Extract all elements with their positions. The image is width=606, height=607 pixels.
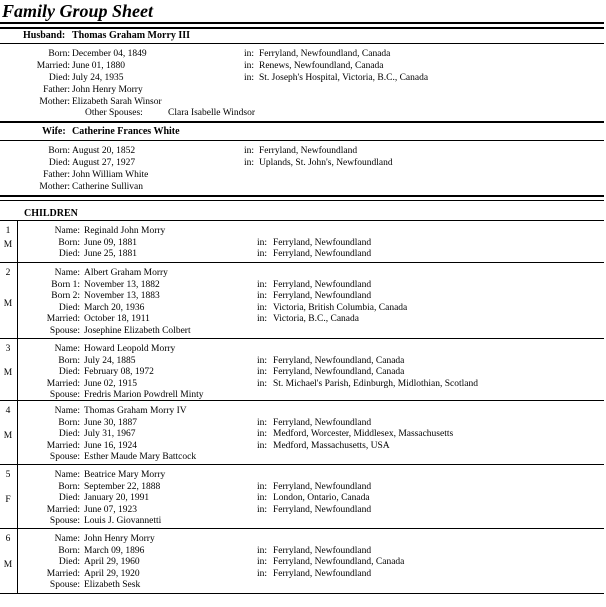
wife-top-rule (0, 121, 604, 123)
child-fact-value: June 02, 1915 (84, 378, 138, 389)
child-fact-value: March 20, 1936 (84, 302, 145, 313)
in-label: in: (257, 291, 268, 301)
child-fact-label: Died: (58, 429, 80, 439)
child-fact-place: London, Ontario, Canada (273, 493, 370, 503)
child-divider-rule (0, 400, 604, 401)
child-sex: M (3, 431, 13, 441)
child-fact-place: Victoria, B.C., Canada (273, 314, 359, 324)
title-rule (0, 22, 604, 24)
child-number: 5 (5, 470, 11, 480)
child-fact-label: Born: (58, 355, 80, 366)
fact-value: August 20, 1852 (72, 146, 136, 156)
fact-value: Catherine Sullivan (72, 182, 143, 192)
child-fact-label: Died: (58, 557, 80, 567)
child-divider-rule (0, 262, 604, 263)
child-fact-label: Name: (54, 226, 80, 236)
child-number: 6 (5, 534, 11, 544)
fact-label: Born: (48, 49, 70, 59)
child-sex: M (3, 240, 13, 250)
child-fact-label: Name: (54, 406, 80, 416)
child-fact-value: November 13, 1883 (84, 291, 160, 301)
child-fact-label: Name: (54, 268, 80, 278)
in-label: in: (257, 302, 268, 313)
child-fact-label: Died: (58, 249, 80, 259)
child-fact-place: Ferryland, Newfoundland (273, 279, 372, 290)
fact-label: Mother: (39, 182, 70, 192)
child-fact-value: Reginald John Morry (84, 226, 166, 236)
child-fact-value: Louis J. Giovannetti (84, 516, 162, 526)
fact-label: Died: (48, 158, 70, 168)
fact-place: Ferryland, Newfoundland (259, 146, 358, 156)
in-label: in: (257, 557, 268, 567)
child-fact-place: St. Michael's Parish, Edinburgh, Midlothian, Scotland (273, 378, 478, 389)
child-fact-value: October 18, 1911 (84, 314, 150, 324)
wife-name: Catherine Frances White (72, 126, 180, 137)
child-fact-place: Ferryland, Newfoundland, Canada (273, 557, 405, 567)
child-fact-label: Name: (54, 344, 80, 354)
fact-value: August 27, 1927 (72, 158, 136, 168)
child-fact-label: Spouse: (49, 390, 80, 400)
child-divider-rule (0, 528, 604, 529)
child-fact-value: February 08, 1972 (84, 367, 154, 377)
in-label: in: (257, 378, 268, 389)
child-fact-place: Ferryland, Newfoundland (273, 237, 372, 248)
child-fact-value: June 16, 1924 (84, 440, 138, 451)
in-label: in: (257, 367, 268, 377)
child-fact-value: Esther Maude Mary Battcock (84, 452, 197, 462)
other-spouses-label: Other Spouses: (85, 108, 143, 118)
child-fact-label: Name: (54, 470, 80, 480)
child-fact-value: Albert Graham Morry (84, 268, 168, 278)
fact-label: Father: (43, 85, 70, 95)
fact-place: Ferryland, Newfoundland, Canada (259, 49, 391, 59)
child-fact-value: June 30, 1887 (84, 417, 138, 428)
in-label: in: (257, 249, 268, 259)
fact-label: Died: (48, 73, 70, 83)
child-fact-label: Spouse: (49, 325, 80, 336)
child-fact-label: Born 2: (51, 291, 80, 301)
in-label: in: (244, 61, 255, 71)
fact-value: John William White (72, 170, 149, 180)
child-number: 2 (5, 268, 11, 278)
fact-place: Uplands, St. John's, Newfoundland (259, 158, 393, 168)
child-fact-label: Married: (46, 314, 80, 324)
child-fact-value: June 07, 1923 (84, 504, 138, 515)
children-heading: CHILDREN (24, 208, 78, 219)
child-fact-value: April 29, 1960 (84, 557, 140, 567)
fact-place: St. Joseph's Hospital, Victoria, B.C., Canada (259, 73, 429, 83)
child-fact-place: Medford, Worcester, Middlesex, Massachusetts (273, 429, 454, 439)
child-fact-place: Ferryland, Newfoundland (273, 291, 372, 301)
child-fact-label: Died: (58, 302, 80, 313)
husband-header-rule (0, 43, 604, 44)
in-label: in: (257, 545, 268, 556)
children-top-rule (0, 195, 604, 197)
child-divider-rule (0, 338, 604, 339)
other-spouses-value: Clara Isabelle Windsor (168, 108, 256, 118)
fact-label: Mother: (39, 97, 70, 107)
child-fact-label: Married: (46, 568, 80, 579)
children-heading-rule (0, 220, 604, 221)
child-fact-label: Spouse: (49, 516, 80, 526)
page-title: Family Group Sheet (2, 1, 154, 21)
child-fact-label: Married: (46, 378, 80, 389)
child-fact-label: Born: (58, 417, 80, 428)
in-label: in: (257, 440, 268, 451)
in-label: in: (244, 158, 255, 168)
child-fact-label: Name: (54, 534, 80, 544)
in-label: in: (257, 568, 268, 579)
child-fact-place: Ferryland, Newfoundland (273, 481, 372, 492)
child-number: 3 (5, 344, 11, 354)
in-label: in: (257, 493, 268, 503)
child-fact-place: Medford, Massachusetts, USA (273, 440, 390, 451)
child-sex: M (3, 368, 13, 378)
child-fact-place: Ferryland, Newfoundland, Canada (273, 355, 405, 366)
in-label: in: (257, 314, 268, 324)
child-fact-place: Ferryland, Newfoundland (273, 417, 372, 428)
child-divider-rule (0, 464, 604, 465)
child-fact-place: Ferryland, Newfoundland, Canada (273, 367, 405, 377)
child-fact-place: Ferryland, Newfoundland (273, 504, 372, 515)
child-fact-label: Died: (58, 493, 80, 503)
child-fact-value: Elizabeth Sesk (84, 580, 141, 590)
in-label: in: (244, 146, 255, 156)
child-fact-label: Born: (58, 481, 80, 492)
child-fact-value: January 20, 1991 (84, 493, 150, 503)
child-fact-value: September 22, 1888 (84, 481, 161, 492)
in-label: in: (244, 49, 255, 59)
child-fact-value: June 25, 1881 (84, 249, 138, 259)
child-fact-value: John Henry Morry (84, 534, 155, 544)
in-label: in: (257, 429, 268, 439)
child-fact-value: June 09, 1881 (84, 237, 138, 248)
fact-value: Elizabeth Sarah Winsor (72, 97, 162, 107)
child-fact-value: November 13, 1882 (84, 279, 160, 290)
child-fact-label: Born: (58, 237, 80, 248)
in-label: in: (244, 73, 255, 83)
child-fact-place: Ferryland, Newfoundland (273, 249, 372, 259)
child-fact-value: July 24, 1885 (84, 355, 136, 366)
in-label: in: (257, 417, 268, 428)
fact-value: July 24, 1935 (72, 73, 124, 83)
child-fact-label: Married: (46, 440, 80, 451)
child-fact-label: Spouse: (49, 580, 80, 590)
child-fact-label: Spouse: (49, 452, 80, 462)
child-fact-value: April 29, 1920 (84, 568, 140, 579)
child-fact-place: Victoria, British Columbia, Canada (273, 302, 408, 313)
children-second-rule (0, 200, 604, 201)
in-label: in: (257, 355, 268, 366)
wife-header-rule (0, 140, 604, 141)
in-label: in: (257, 481, 268, 492)
husband-top-rule (0, 27, 604, 29)
in-label: in: (257, 279, 268, 290)
in-label: in: (257, 504, 268, 515)
child-sex: M (3, 299, 13, 309)
fact-value: June 01, 1880 (72, 61, 126, 71)
child-fact-value: July 31, 1967 (84, 429, 136, 439)
fact-value: December 04, 1849 (72, 49, 147, 59)
child-fact-label: Born 1: (51, 279, 80, 290)
husband-name: Thomas Graham Morry III (72, 30, 191, 41)
fact-label: Father: (43, 170, 70, 180)
child-sex: M (3, 560, 13, 570)
child-divider-rule (0, 593, 604, 594)
child-fact-value: Josephine Elizabeth Colbert (84, 325, 191, 336)
child-number: 1 (5, 226, 11, 236)
child-fact-label: Married: (46, 504, 80, 515)
child-fact-value: Thomas Graham Morry IV (84, 406, 187, 416)
child-fact-value: March 09, 1896 (84, 545, 145, 556)
child-fact-value: Howard Leopold Morry (84, 344, 176, 354)
child-number: 4 (5, 406, 11, 416)
fact-label: Born: (48, 146, 70, 156)
husband-label: Husband: (23, 30, 66, 41)
fact-value: John Henry Morry (72, 85, 143, 95)
child-fact-place: Ferryland, Newfoundland (273, 568, 372, 579)
fact-place: Renews, Newfoundland, Canada (259, 61, 384, 71)
child-fact-label: Born: (58, 545, 80, 556)
child-sex: F (5, 495, 11, 505)
wife-label: Wife: (42, 126, 66, 137)
fact-label: Married: (36, 61, 70, 71)
in-label: in: (257, 237, 268, 248)
child-fact-place: Ferryland, Newfoundland (273, 545, 372, 556)
child-fact-value: Fredris Marion Powdrell Minty (84, 390, 204, 400)
child-fact-value: Beatrice Mary Morry (84, 470, 166, 480)
child-fact-label: Died: (58, 367, 80, 377)
